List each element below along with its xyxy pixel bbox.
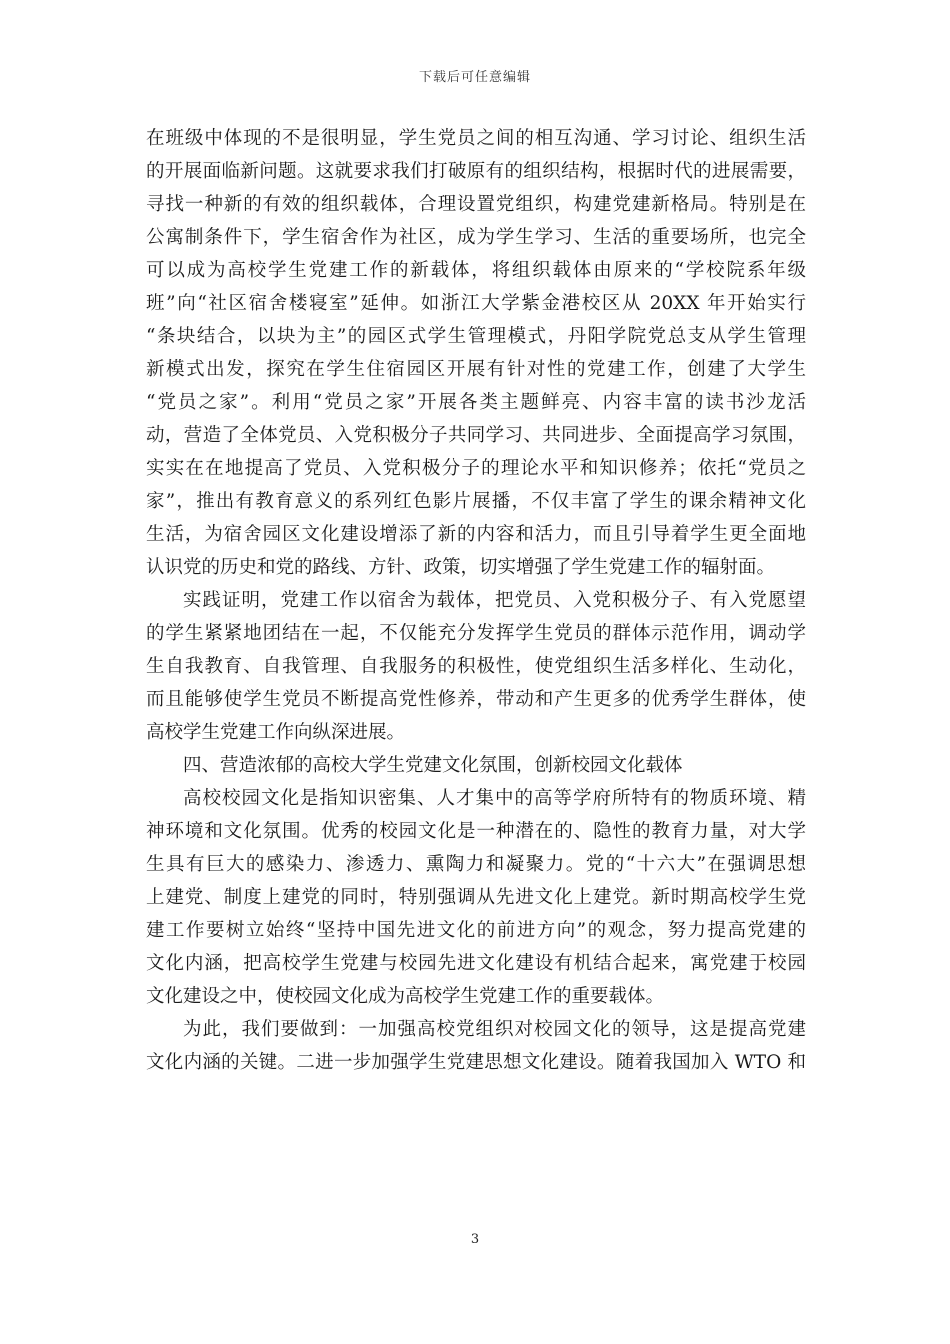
text-line: 的开展面临新问题。这就要求我们打破原有的组织结构，根据时代的进展需要， <box>146 161 806 182</box>
text-line: 动，营造了全体党员、入党积极分子共同学习、共同进步、全面提高学习氛围， <box>146 425 806 446</box>
text-line: 可以成为高校学生党建工作的新载体，将组织载体由原来的“学校院系年级 <box>146 260 806 281</box>
text-line: 为此，我们要做到：一加强高校党组织对校园文化的领导，这是提高党建 <box>183 1019 806 1040</box>
text-line: “条块结合，以块为主”的园区式学生管理模式，丹阳学院党总支从学生管理 <box>146 326 806 347</box>
text-line: 新模式出发，探究在学生住宿园区开展有针对性的党建工作，创建了大学生 <box>146 359 806 380</box>
text-line: 上建党、制度上建党的同时，特别强调从先进文化上建党。新时期高校学生党 <box>146 887 806 908</box>
text-line: 生自我教育、自我管理、自我服务的积极性，使党组织生活多样化、生动化， <box>146 656 806 677</box>
text-line: 神环境和文化氛围。优秀的校园文化是一种潜在的、隐性的教育力量，对大学 <box>146 821 806 842</box>
text-line: 生活，为宿舍园区文化建设增添了新的内容和活力，而且引导着学生更全面地 <box>146 524 806 545</box>
text-line: 班”向“社区宿舍楼寝室”延伸。如浙江大学紫金港校区从 20XX 年开始实行 <box>146 293 806 314</box>
page-number: 3 <box>470 1232 480 1247</box>
text-line: 文化内涵的关键。二进一步加强学生党建思想文化建设。随着我国加入 WTO 和 <box>146 1052 806 1073</box>
text-line: 文化内涵，把高校学生党建与校园先进文化建设有机结合起来，寓党建于校园 <box>146 953 806 974</box>
text-line: 认识党的历史和党的路线、方针、政策，切实增强了学生党建工作的辐射面。 <box>146 557 776 578</box>
text-line: 生具有巨大的感染力、渗透力、熏陶力和凝聚力。党的“十六大”在强调思想 <box>146 854 806 875</box>
text-line: 在班级中体现的不是很明显，学生党员之间的相互沟通、学习讨论、组织生活 <box>146 128 806 149</box>
text-line: 文化建设之中，使校园文化成为高校学生党建工作的重要载体。 <box>146 986 665 1007</box>
page-header: 下载后可任意编辑 <box>418 70 531 85</box>
text-line: “党员之家”。利用“党员之家”开展各类主题鲜亮、内容丰富的读书沙龙活 <box>146 392 806 413</box>
text-line: 而且能够使学生党员不断提高党性修养，带动和产生更多的优秀学生群体，使 <box>146 689 806 710</box>
text-line: 实实在在地提高了党员、入党积极分子的理论水平和知识修养；依托“党员之 <box>146 458 806 479</box>
text-line: 高校校园文化是指知识密集、人才集中的高等学府所特有的物质环境、精 <box>183 788 806 809</box>
text-line: 建工作要树立始终“坚持中国先进文化的前进方向”的观念，努力提高党建的 <box>146 920 806 941</box>
text-line: 的学生紧紧地团结在一起，不仅能充分发挥学生党员的群体示范作用，调动学 <box>146 623 806 644</box>
text-line: 四、营造浓郁的高校大学生党建文化氛围，创新校园文化载体 <box>183 755 683 776</box>
text-line: 家”，推出有教育意义的系列红色影片展播，不仅丰富了学生的课余精神文化 <box>146 491 806 512</box>
text-line: 寻找一种新的有效的组织载体，合理设置党组织，构建党建新格局。特别是在 <box>146 194 806 215</box>
text-line: 公寓制条件下，学生宿舍作为社区，成为学生学习、生活的重要场所，也完全 <box>146 227 806 248</box>
text-line: 实践证明，党建工作以宿舍为载体，把党员、入党积极分子、有入党愿望 <box>183 590 806 611</box>
body-text <box>146 122 806 1079</box>
text-line: 高校学生党建工作向纵深进展。 <box>146 722 406 743</box>
